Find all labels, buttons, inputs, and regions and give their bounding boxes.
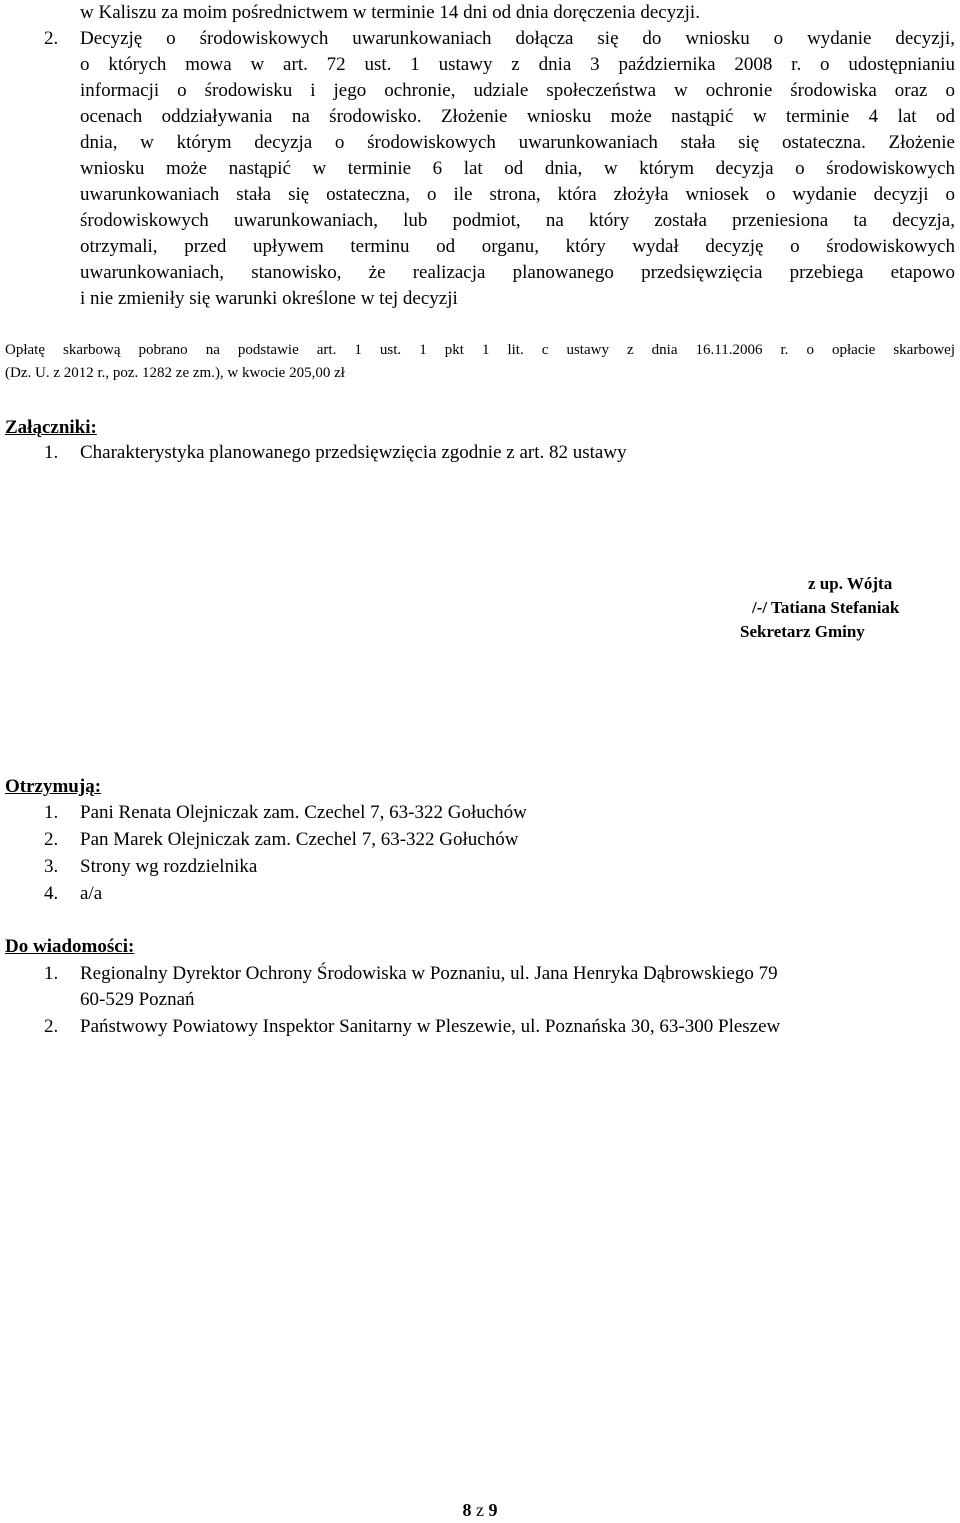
page-total: 9 [488, 1500, 498, 1520]
recipient-item: Strony wg rozdzielnika [80, 856, 258, 877]
page-separator: z [476, 1500, 484, 1520]
item-number: 2. [44, 829, 59, 850]
recipient-item: a/a [80, 883, 103, 904]
signature-title: Sekretarz Gminy [740, 622, 865, 641]
fee-note: Opłatę skarbową pobrano na podstawie art. 1 ust. 1 pkt 1 lit. c ustawy z dnia 16.11.2006 r. o opłacie skarbowej [5, 342, 955, 358]
signature-line: z up. Wójta [808, 574, 893, 593]
item-number: 3. [44, 856, 59, 877]
signature-block [740, 572, 950, 644]
recipient-item: Pani Renata Olejniczak zam. Czechel 7, 63-322 Gołuchów [80, 802, 527, 823]
recipient-item: Pan Marek Olejniczak zam. Czechel 7, 63-322 Gołuchów [80, 829, 519, 850]
item-number: 2. [44, 1016, 59, 1037]
item-number: 1. [44, 442, 59, 463]
page-current: 8 [462, 1500, 472, 1520]
paragraph-line: Decyzję o środowiskowych uwarunkowaniach dołącza się do wniosku o wydanie decyzji, [80, 28, 955, 49]
item-number: 1. [44, 802, 59, 823]
paragraph-line: uwarunkowaniach, stanowisko, że realizacja planowanego przedsięwzięcia przebiega etapowo [80, 262, 955, 283]
fee-note: (Dz. U. z 2012 r., poz. 1282 ze zm.), w kwocie 205,00 zł [5, 365, 345, 381]
continuation-line: w Kaliszu za moim pośrednictwem w terminie 14 dni od dnia doręczenia decyzji. [80, 2, 700, 23]
for-info-item-continuation: 60-529 Poznań [80, 989, 195, 1010]
signature-name: /-/ Tatiana Stefaniak [752, 598, 900, 617]
item-number: 2. [44, 28, 59, 49]
attachments-heading: Załączniki: [5, 417, 97, 438]
paragraph-line: uwarunkowaniach stała się ostateczna, o ile strona, która złożyła wniosek o wydanie decyzji o [80, 184, 955, 205]
page-number [0, 1497, 960, 1523]
paragraph-line: wniosku może nastąpić w terminie 6 lat od dnia, w którym decyzja o środowiskowych [80, 158, 955, 179]
paragraph-line: o których mowa w art. 72 ust. 1 ustawy z dnia 3 października 2008 r. o udostępnianiu [80, 54, 955, 75]
item-number: 4. [44, 883, 59, 904]
item-number: 1. [44, 963, 59, 984]
paragraph-line: otrzymali, przed upływem terminu od organu, który wydał decyzję o środowiskowych [80, 236, 955, 257]
for-info-item: Państwowy Powiatowy Inspektor Sanitarny w Pleszewie, ul. Poznańska 30, 63-300 Pleszew [80, 1016, 781, 1037]
paragraph-line: ocenach oddziaływania na środowisko. Złożenie wniosku może nastąpić w terminie 4 lat od [80, 106, 955, 127]
attachment-item: Charakterystyka planowanego przedsięwzięcia zgodnie z art. 82 ustawy [80, 442, 627, 463]
recipients-heading: Otrzymują: [5, 776, 102, 797]
paragraph-line: środowiskowych uwarunkowaniach, lub podmiot, na który została przeniesiona ta decyzja, [80, 210, 955, 231]
paragraph-line: dnia, w którym decyzja o środowiskowych uwarunkowaniach stała się ostateczna. Złożenie [80, 132, 955, 153]
paragraph-line: informacji o środowisku i jego ochronie, udziale społeczeństwa w ochronie środowiska oraz o [80, 80, 955, 101]
for-info-item: Regionalny Dyrektor Ochrony Środowiska w Poznaniu, ul. Jana Henryka Dąbrowskiego 79 [80, 963, 778, 984]
for-info-heading: Do wiadomości: [5, 936, 135, 957]
paragraph-line: i nie zmieniły się warunki określone w tej decyzji [80, 288, 458, 309]
